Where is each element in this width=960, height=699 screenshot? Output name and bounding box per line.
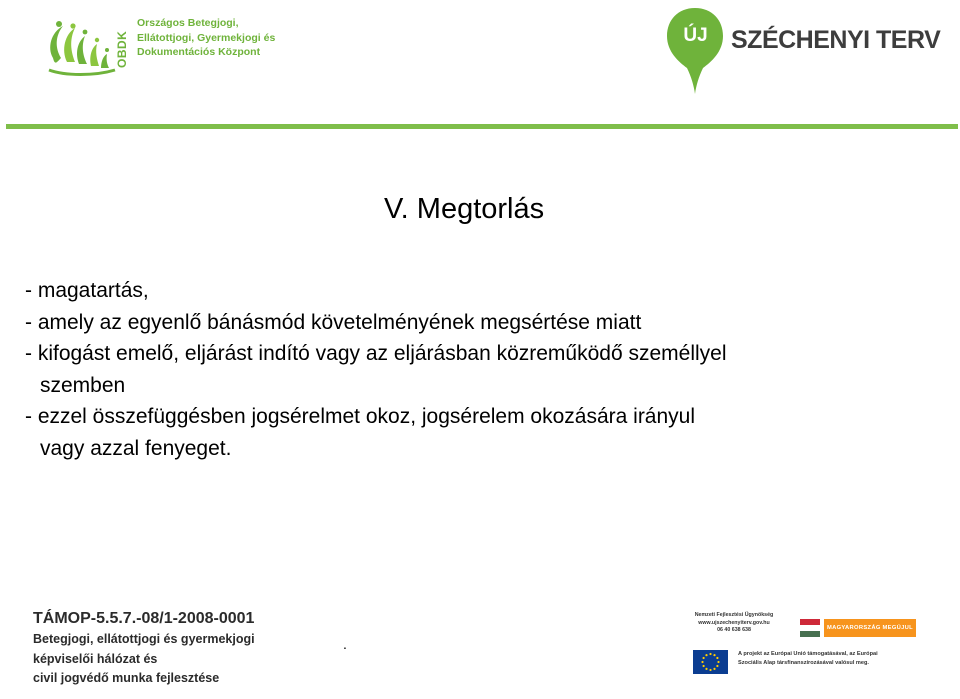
obdk-name-line-1: Országos Betegjogi,: [137, 17, 239, 29]
project-line: civil jogvédő munka fejlesztése: [33, 671, 220, 685]
project-line: képviselői hálózat és: [33, 651, 158, 666]
szechenyi-terv-name: SZÉCHENYI TERV: [731, 26, 941, 54]
pin-label: ÚJ: [683, 25, 708, 46]
obdk-vertical-label: OBDK: [115, 30, 129, 68]
slide-body: [25, 275, 940, 464]
body-line: szemben: [40, 373, 126, 397]
eu-flag-icon: [693, 650, 728, 674]
obdk-swirl-icon: [45, 18, 125, 78]
magyarorszag-megujul-badge: MAGYARORSZÁG MEGÚJUL: [824, 619, 916, 637]
nfu-line: 06 40 638 638: [717, 627, 751, 633]
eu-line: Szociális Alap társfinanszírozásával valósul meg.: [738, 659, 869, 666]
obdk-logo: [45, 14, 275, 80]
body-line: - ezzel összefüggésben jogsérelmet okoz, jogsérelem okozására irányul: [25, 405, 696, 428]
slide-title: V. Megtorlás: [384, 193, 545, 225]
eu-line: A projekt az Európai Unió támogatásával, az Európai: [738, 651, 878, 657]
body-line: - kifogást emelő, eljárást indító vagy az eljárásban közreműködő személlyel: [25, 342, 727, 365]
nfu-info: [693, 612, 775, 635]
hungarian-flag-icon: [800, 619, 820, 637]
body-line: vagy azzal fenyeget.: [40, 436, 232, 460]
project-code: TÁMOP-5.5.7.-08/1-2008-0001: [33, 610, 255, 627]
body-line: - amely az egyenlő bánásmód követelményének megsértése miatt: [25, 310, 642, 334]
map-pin-icon: [665, 6, 725, 96]
funding-logos: [690, 606, 930, 678]
eu-funding-text: [738, 650, 928, 667]
footer-dot: .: [343, 636, 347, 652]
project-info: [33, 608, 255, 689]
project-line: Betegjogi, ellátottjogi és gyermekjogi: [33, 632, 255, 646]
obdk-name: [137, 16, 275, 60]
obdk-name-line-3: Dokumentációs Központ: [137, 46, 261, 58]
nfu-line: Nemzeti Fejlesztési Ügynökség: [694, 612, 774, 618]
nfu-line: www.ujszechenyiterv.gov.hu: [698, 619, 770, 626]
uj-szechenyi-terv-logo: [665, 6, 941, 96]
obdk-name-line-2: Ellátottjogi, Gyermekjogi és: [137, 31, 276, 44]
body-line: - magatartás,: [25, 279, 149, 302]
header-divider: [6, 124, 958, 129]
